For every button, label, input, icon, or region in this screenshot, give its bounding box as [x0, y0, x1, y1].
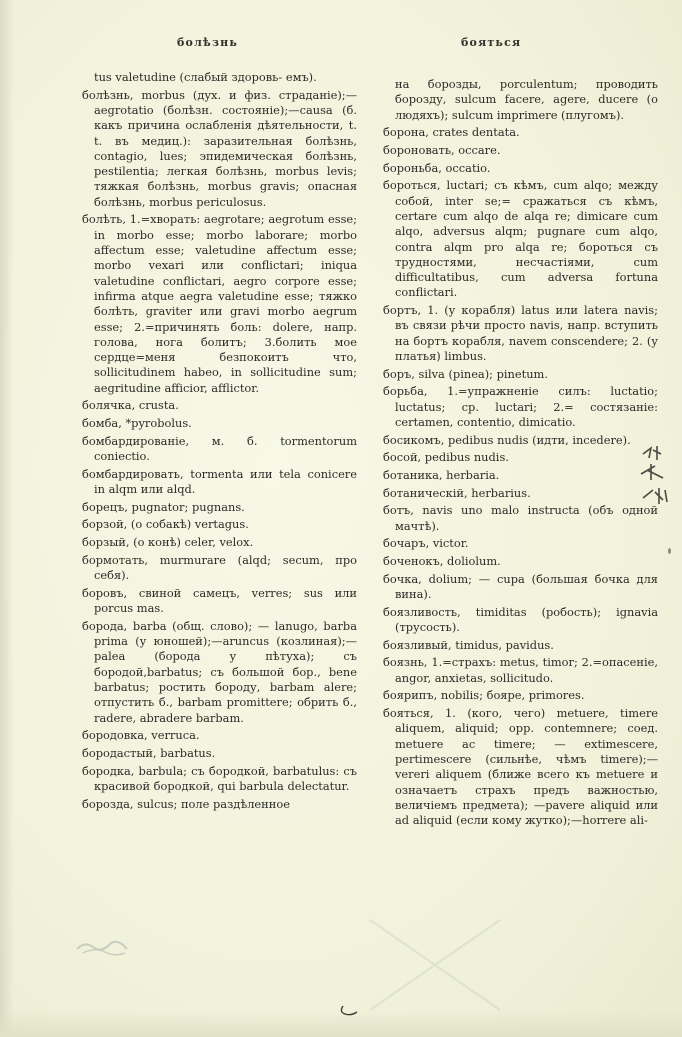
dictionary-entry: ботъ, navis uno malo instructa (объ одной мачтѣ).: [383, 503, 658, 533]
dictionary-entry: борона, crates dentata.: [383, 125, 520, 140]
dictionary-entry: бормотать, murmurare (alqd; secum, про себя).: [82, 552, 357, 583]
dictionary-entry: бояться, 1. (кого, чего) metuere, timere aliquem, aliquid; opp. contemnere; соед. metuere ac timere; — extimescere, pertimescere (сильнѣе, чѣмъ timere);—vereri aliquem (ближе всего къ metuere и означаетъ страхъ предъ важностью, величіемъ предмета); —pavere aliquid или ad aliquid (если кому жутко);—horrere ali-: [383, 706, 658, 828]
dictionary-entry: бородка, barbula; съ бородкой, barbatulus: съ красивой бородкой, qui barbula delectatur.: [82, 763, 357, 793]
dictionary-entry: болѣзнь, morbus (дух. и физ. страданіе);—aegrotatio (болѣзн. состояніе);—causa (б. какъ причина ослабленія дѣятельности, t. t. въ медиц.): заразительная болѣзнь, contagio, lues; эпидемическая болѣзнь, pestilentia; легкая болѣзнь, morbus levis; тяжкая болѣзнь, morbus gravis; опасная болѣзнь, morbus periculosus.: [82, 87, 357, 209]
ink-dot: [668, 548, 671, 554]
dictionary-entry: бородовка, verruca.: [82, 728, 200, 743]
dictionary-entry: борьба, 1.=упражненіе силъ: luctatio; luctatus; ср. luctari; 2.= состязаніе: certamen, contentio, dimicatio.: [383, 384, 658, 429]
dictionary-entry: бороньба, occatio.: [383, 160, 491, 175]
dictionary-entry: боръ, silva (pinea); pinetum.: [383, 366, 548, 381]
dictionary-entry: бороться, luctari; съ кѣмъ, cum alqo; между собой, inter se;= сражаться съ кѣмъ, certare cum alqo de alqa re; dimicare cum alqo, adversus alqm; pugnare cum alqo, contra alqm pro alqa re; бороться съ трудностями, несчастіями, cum difficultatibus, cum adversa fortuna conflictari.: [383, 178, 658, 300]
dictionary-entry: борозда, sulcus; поле раздѣленное: [82, 796, 290, 811]
dictionary-entry: ботаника, herbaria.: [383, 468, 500, 483]
dictionary-entry: борецъ, pugnator; pugnans.: [82, 499, 245, 514]
dictionary-entry: бочаръ, victor.: [383, 536, 469, 551]
dictionary-entry: болѣть, 1.=хворать: aegrotare; aegrotum esse; in morbo esse; morbo laborare; morbo affectum esse; valetudine affectum esse; morbo vexari или conflictari; iniqua valetudine conflictari, aegro corpore esse; infirma atque aegra valetudine esse; тяжко болѣть, graviter или gravi morbo aegrum esse; 2.=причинять боль: dolere, напр. голова, нога болитъ; 3.болить мое сердце=меня безпокоитъ что, sollicitudinem habeo, in sollicitudine sum; aegritudine afficior, afflictor.: [82, 212, 357, 395]
dictionary-entry: tus valetudine (слабый здоровь- емъ).: [94, 70, 317, 84]
dictionary-entry: бомбардированіе, м. б. tormentorum coniectio.: [82, 433, 357, 464]
dictionary-entry: боровъ, свиной самецъ, verres; sus или porcus mas.: [82, 585, 357, 616]
running-head-left: болѣзнь: [177, 36, 239, 49]
marginal-handwriting: [637, 440, 671, 520]
running-head-right: бояться: [461, 36, 522, 49]
page-edge-shadow: [0, 0, 14, 1037]
dictionary-entry: боязнь, 1.=страхъ: metus, timor; 2.=опасеніе, angor, anxietas, sollicitudo.: [383, 655, 658, 685]
dictionary-entry: ботаническій, herbarius.: [383, 485, 531, 500]
dictionary-entry: бороновать, occare.: [383, 142, 501, 157]
right-column: [383, 77, 658, 831]
dictionary-entry: боярипъ, nobilis; бояре, primores.: [383, 688, 585, 703]
dictionary-entry: босой, pedibus nudis.: [383, 450, 509, 465]
ink-smudge: [75, 935, 135, 957]
dictionary-entry: борзой, (о собакѣ) vertagus.: [82, 517, 249, 532]
dictionary-entry: бомба, *pyrobolus.: [82, 416, 192, 431]
dictionary-entry: босикомъ, pedibus nudis (идти, incedere).: [383, 432, 631, 447]
dictionary-entry: бочка, dolium; — cupa (большая бочка для вина).: [383, 571, 658, 602]
dictionary-entry: бортъ, 1. (у корабля) latus или latera navis; въ связи рѣчи просто navis, напр. вступить на бортъ корабля, navem conscendere; 2. (у платья) limbus.: [383, 303, 658, 363]
dictionary-entry: болячка, crusta.: [82, 398, 179, 413]
page-footer-mark: [335, 1002, 363, 1022]
dictionary-entry: боязливый, timidus, pavidus.: [383, 637, 554, 652]
show-through-marks: [360, 910, 510, 1020]
dictionary-entry: борзый, (о конѣ) celer, velox.: [82, 535, 254, 550]
dictionary-entry: борода, barba (общ. слово); — lanugo, barba prima (у юношей);—aruncus (козлиная);—palea (борода у пѣтуха); съ бородой,barbatus; съ большой бор., bene barbatus; ростить бороду, barbam alere; отпустить б., barbam promittere; обрить б., radere, abradere barbam.: [82, 618, 357, 725]
left-column: [82, 70, 357, 814]
dictionary-entry: боченокъ, doliolum.: [383, 554, 501, 569]
dictionary-entry: на борозды, porculentum; проводить борозду, sulcum facere, agere, ducere (о людяхъ); sulcum imprimere (плугомъ).: [395, 77, 658, 122]
dictionary-entry: бородастый, barbatus.: [82, 745, 216, 760]
dictionary-entry: боязливость, timiditas (робость); ignavia (трусость).: [383, 604, 658, 635]
dictionary-entry: бомбардировать, tormenta или tela conicere in alqm или alqd.: [82, 466, 357, 497]
